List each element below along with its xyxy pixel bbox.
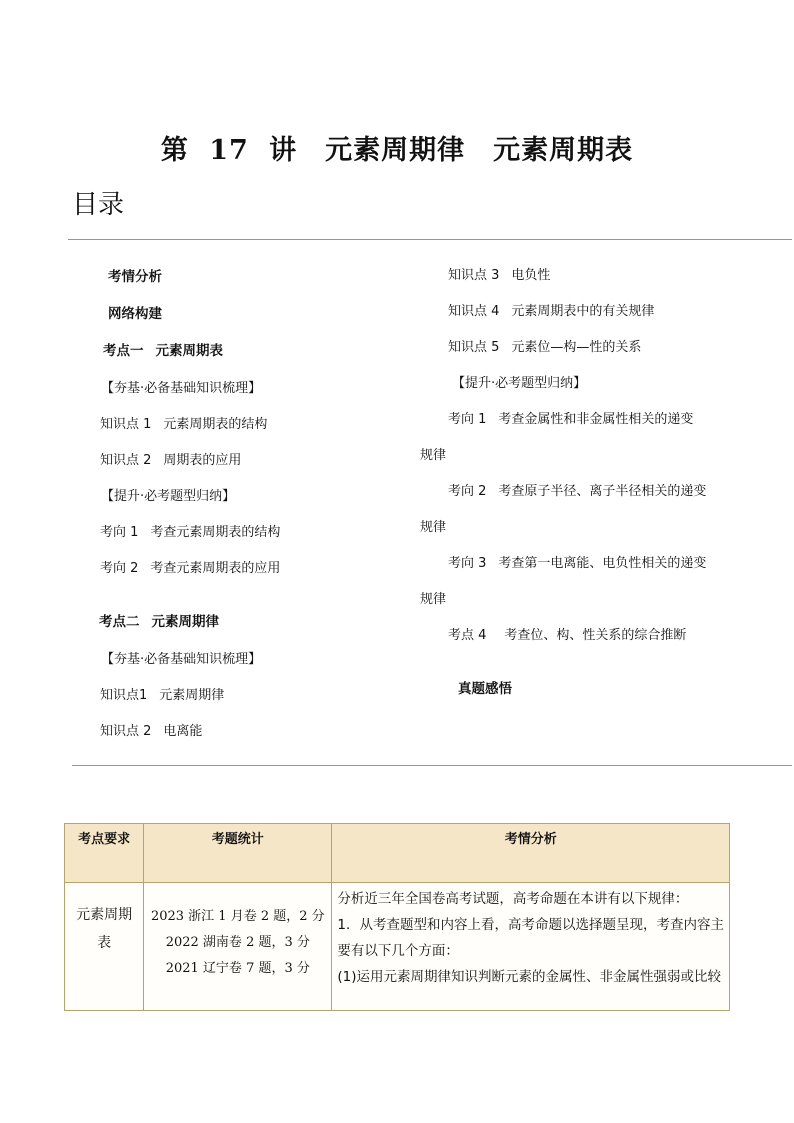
toc-item-kaodian-2[interactable] [99, 613, 219, 631]
toc-item-label: 考查位、构、性关系的综合推断 [504, 628, 687, 643]
toc-item-kaoxiang-3b[interactable] [448, 555, 706, 573]
toc-item-label: 考查金属性和非金属性相关的递变 [498, 412, 694, 427]
stat-line: 2022 湖南卷 2 题，3 分 [165, 935, 310, 950]
toc-item-label: 元素周期律 [159, 688, 225, 703]
cell-analysis [332, 883, 730, 1011]
toc-item-prefix: 考向 3 [448, 556, 487, 571]
toc-item-kaoxiang-3b-cont[interactable] [420, 591, 446, 609]
analysis-line: 分析近三年全国卷高考试题，高考命题在本讲有以下规律： [337, 891, 689, 907]
toc-item-tisheng-2[interactable] [452, 375, 586, 393]
toc-item-label: 考情分析 [108, 269, 162, 285]
toc-item-hangji-2[interactable] [101, 651, 261, 669]
toc-item-label: 【夯基·必备基础知识梳理】 [101, 652, 262, 667]
table-header-row [65, 824, 730, 883]
toc-item-zhishidian-2[interactable] [100, 452, 241, 470]
toc-item-label: 周期表的应用 [163, 453, 242, 468]
toc-item-label: 网络构建 [108, 306, 162, 322]
toc-item-label: 元素周期表中的有关规律 [511, 304, 655, 319]
stat-line: 2021 辽宁卷 7 题，3 分 [165, 961, 310, 976]
toc-item-zhishidian-3[interactable] [448, 267, 550, 285]
toc-item-kaoqing[interactable] [108, 268, 162, 286]
toc-bottom-divider [72, 765, 792, 766]
toc-heading: 目录 [72, 190, 125, 220]
toc-item-label: 【提升·必考题型归纳】 [101, 489, 236, 504]
cell-stats [144, 883, 332, 1011]
header-kaoti-tongji: 考题统计 [144, 824, 332, 883]
toc-item-prefix: 考向 1 [448, 412, 487, 427]
toc-item-zhishidian-1[interactable] [100, 416, 267, 434]
stat-line: 2023 浙江 1 月卷 2 题，2 分 [150, 909, 325, 924]
toc-item-hangji-1[interactable] [101, 380, 261, 398]
table-row [65, 883, 730, 1011]
toc-item-label: 元素周期表的结构 [163, 417, 268, 432]
toc-item-label: 规律 [420, 448, 447, 463]
analysis-line: (1)运用元素周期律知识判断元素的金属性、非金属性强弱或比较 [337, 969, 722, 985]
toc-item-label: 真题感悟 [458, 681, 512, 697]
toc-item-kaoxiang-2[interactable] [100, 560, 280, 578]
toc-item-prefix: 考向 1 [100, 525, 139, 540]
toc-item-kaoxiang-2b-cont[interactable] [420, 519, 446, 537]
toc-item-prefix: 考向 2 [100, 561, 139, 576]
toc-item-prefix: 知识点1 [100, 688, 148, 703]
toc-item-zhishidian-2b[interactable] [100, 723, 202, 741]
toc-item-kaoxiang-1b-cont[interactable] [420, 447, 446, 465]
toc-item-label: 电离能 [163, 724, 203, 739]
toc-item-kaodian-4[interactable] [448, 627, 686, 645]
toc-item-prefix: 知识点 3 [448, 268, 500, 283]
toc-item-label: 规律 [420, 520, 447, 535]
toc-item-label: 考查元素周期表的应用 [150, 561, 281, 576]
toc-item-kaoxiang-2b[interactable] [448, 483, 706, 501]
toc-item-label: 电负性 [511, 268, 551, 283]
toc-item-prefix: 知识点 1 [100, 417, 152, 432]
toc-item-label: 考查元素周期表的结构 [150, 525, 281, 540]
toc-item-label: 【提升·必考题型归纳】 [452, 376, 587, 391]
document-title: 第 17 讲 元素周期律 元素周期表 [160, 135, 634, 166]
exam-analysis-table [64, 823, 730, 1011]
header-kaodian-yaoqiu: 考点要求 [65, 824, 144, 883]
toc-item-prefix: 考点 4 [448, 628, 487, 643]
toc-item-zhishidian-4[interactable] [448, 303, 654, 321]
toc-item-label: 【夯基·必备基础知识梳理】 [101, 381, 262, 396]
toc-item-label: 元素周期律 [151, 614, 219, 630]
toc-item-kaoxiang-1b[interactable] [448, 411, 693, 429]
toc-item-prefix: 知识点 5 [448, 340, 500, 355]
toc-item-label: 元素位—构—性的关系 [511, 340, 642, 355]
toc-item-label: 考查第一电离能、电负性相关的递变 [498, 556, 707, 571]
toc-item-label: 考查原子半径、离子半径相关的递变 [498, 484, 707, 499]
analysis-line: 要有以下几个方面： [337, 943, 459, 959]
toc-item-wangluo[interactable] [108, 305, 162, 323]
analysis-line: 1．从考查题型和内容上看，高考命题以选择题呈现，考查内容主 [337, 917, 724, 933]
cell-kaodian: 元素周期表 [65, 883, 144, 1011]
toc-item-prefix: 考点二 [99, 614, 140, 630]
toc-item-zhishidian-5[interactable] [448, 339, 641, 357]
toc-item-tisheng-1[interactable] [101, 488, 235, 506]
toc-top-divider [68, 239, 792, 240]
toc-item-zhenti[interactable] [458, 680, 512, 698]
toc-item-prefix: 知识点 2 [100, 724, 152, 739]
toc-item-prefix: 考点一 [103, 343, 144, 359]
toc-item-label: 元素周期表 [155, 343, 223, 359]
toc-item-zhishidian-1b[interactable] [100, 687, 224, 705]
toc-item-prefix: 知识点 2 [100, 453, 152, 468]
toc-item-prefix: 知识点 4 [448, 304, 500, 319]
toc-item-label: 规律 [420, 592, 447, 607]
header-kaoqing-fenxi: 考情分析 [332, 824, 730, 883]
toc-item-kaodian-1[interactable] [103, 342, 223, 360]
toc-item-prefix: 考向 2 [448, 484, 487, 499]
toc-item-kaoxiang-1[interactable] [100, 524, 280, 542]
